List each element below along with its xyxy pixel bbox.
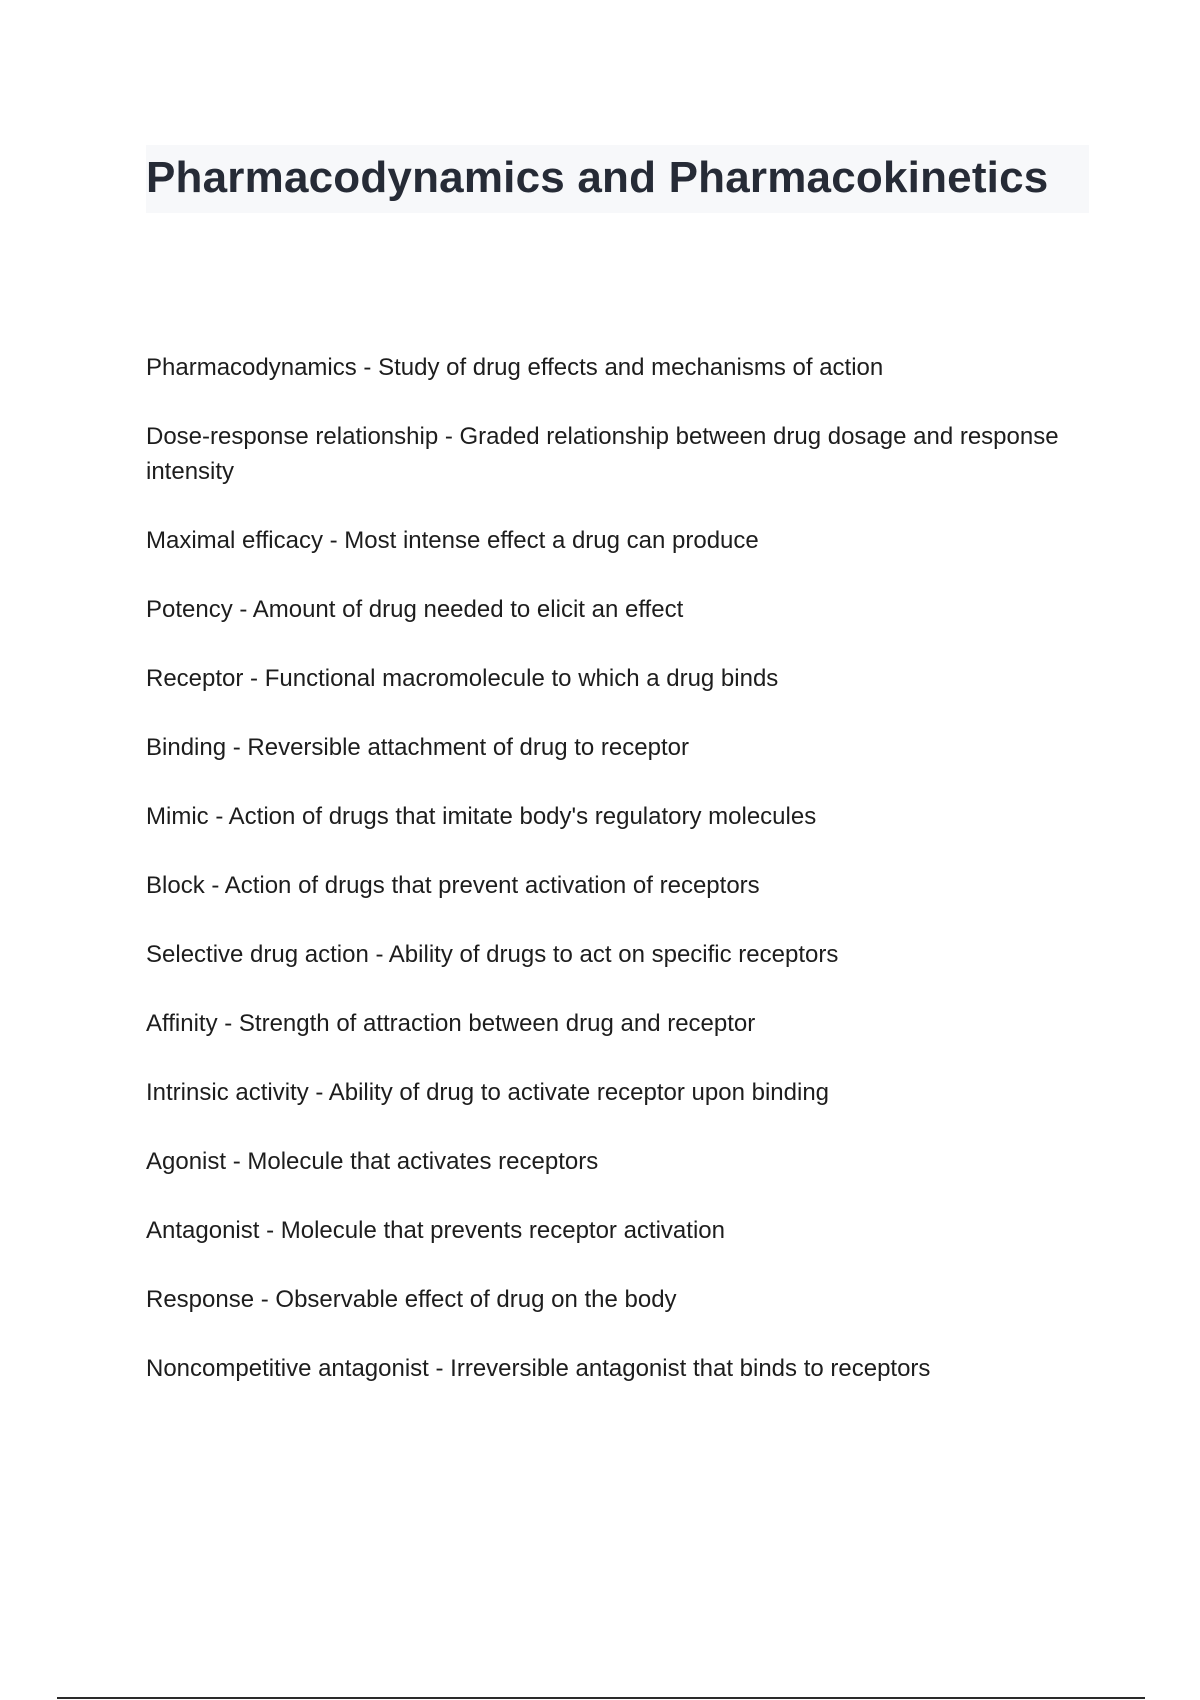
term-item: Mimic - Action of drugs that imitate body's regulatory molecules bbox=[146, 803, 817, 830]
term-item: Pharmacodynamics - Study of drug effects and mechanisms of action bbox=[146, 354, 884, 381]
term-item: Agonist - Molecule that activates receptors bbox=[146, 1148, 599, 1175]
page-divider bbox=[57, 1697, 1145, 1699]
term-item: Receptor - Functional macromolecule to which a drug binds bbox=[146, 665, 779, 692]
term-item: Maximal efficacy - Most intense effect a drug can produce bbox=[146, 527, 759, 554]
term-list bbox=[146, 350, 1076, 1420]
term-item: Binding - Reversible attachment of drug to receptor bbox=[146, 734, 689, 761]
term-item: Selective drug action - Ability of drugs to act on specific receptors bbox=[146, 941, 839, 968]
term-item: Dose-response relationship - Graded relationship between drug dosage and response intensity bbox=[146, 423, 1059, 485]
term-item: Antagonist - Molecule that prevents receptor activation bbox=[146, 1217, 725, 1244]
term-item: Intrinsic activity - Ability of drug to activate receptor upon binding bbox=[146, 1079, 830, 1106]
term-item: Affinity - Strength of attraction between drug and receptor bbox=[146, 1010, 756, 1037]
page-title: Pharmacodynamics and Pharmacokinetics bbox=[146, 153, 1049, 202]
title-banner bbox=[146, 145, 1089, 213]
term-item: Potency - Amount of drug needed to elicit an effect bbox=[146, 596, 684, 623]
term-item: Response - Observable effect of drug on the body bbox=[146, 1286, 677, 1313]
term-item: Block - Action of drugs that prevent activation of receptors bbox=[146, 872, 760, 899]
term-item: Noncompetitive antagonist - Irreversible antagonist that binds to receptors bbox=[146, 1355, 931, 1382]
